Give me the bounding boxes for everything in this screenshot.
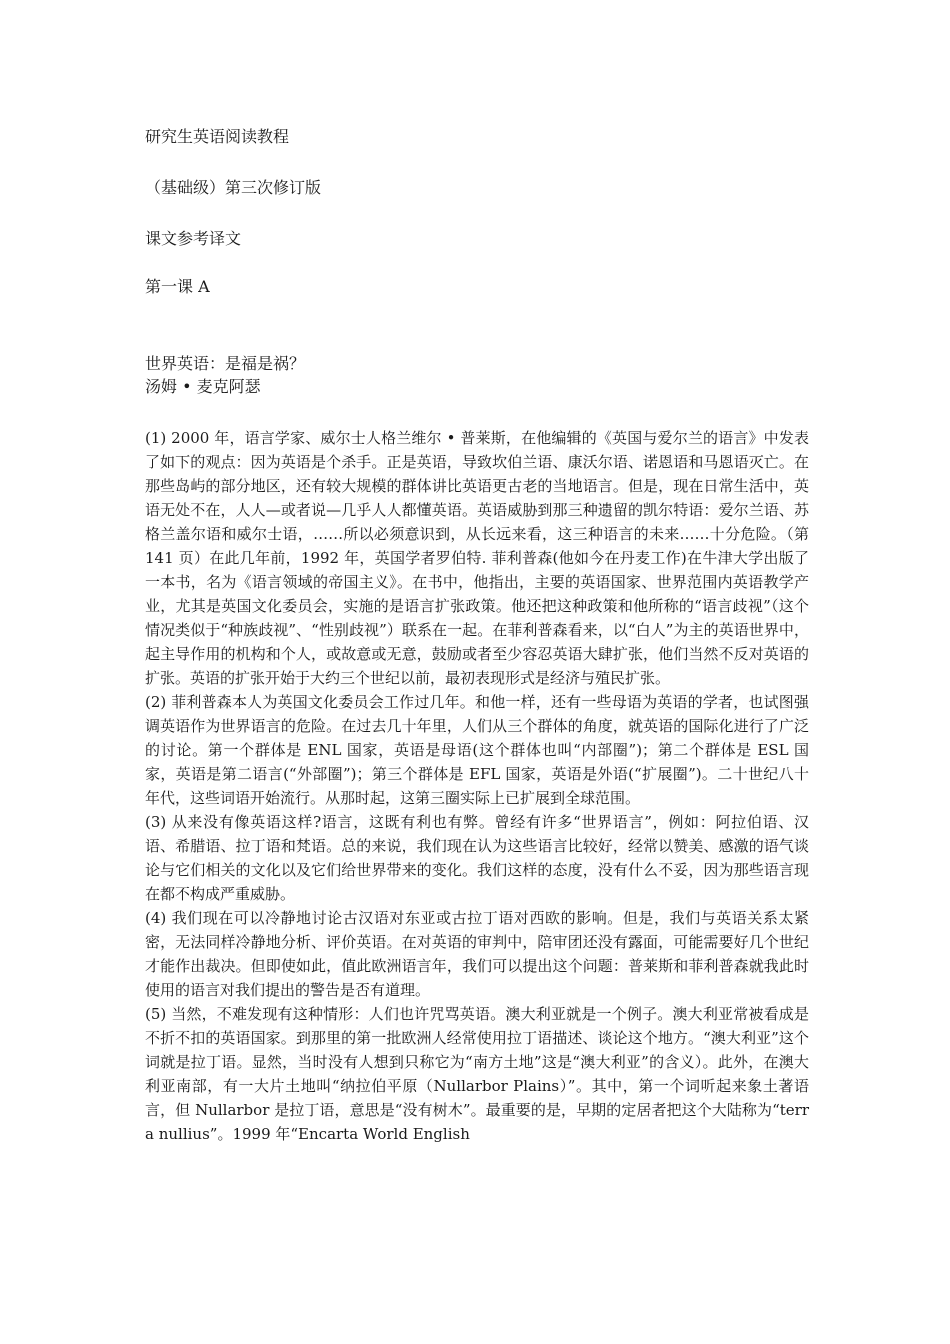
paragraph-1: (1) 2000 年，语言学家、威尔士人格兰维尔 • 普莱斯，在他编辑的《英国与爱尔兰的语言》中发表了如下的观点：因为英语是个杀手。正是英语，导致坎伯兰语、康沃尔语、诺恩语和马恩语灭亡。在那些岛屿的部分地区，还有较大规模的群体讲比英语更古老的当地语言。但是，现在日常生活中，英语无处不在，人人—或者说—几乎人人都懂英语。英语威胁到那三种遗留的凯尔特语：爱尔兰语、苏格兰盖尔语和威尔士语，……所以必须意识到，从长远来看，这三种语言的未来……十分危险。（第 141 页）在此几年前，1992 年，英国学者罗伯特. 菲利普森(他如今在丹麦工作)在牛津大学出版了一本书，名为《语言领域的帝国主义》。在书中，他指出，主要的英语国家、世界范围内英语教学产业，尤其是英国文化委员会，实施的是语言扩张政策。他还把这种政策和他所称的“语言歧视”（这个情况类似于“种族歧视”、“性别歧视”）联系在一起。在菲利普森看来，以“白人”为主的英语世界中，起主导作用的机构和个人，或故意或无意，鼓励或者至少容忍英语大肆扩张，他们当然不反对英语的扩张。英语的扩张开始于大约三个世纪以前，最初表现形式是经济与殖民扩张。 <box>145 429 809 687</box>
article-body <box>145 426 809 1146</box>
lesson-heading: 第一课 A <box>145 277 210 296</box>
edition-line: （基础级）第三次修订版 <box>145 178 322 197</box>
paragraph-4: (4) 我们现在可以冷静地讨论古汉语对东亚或古拉丁语对西欧的影响。但是，我们与英语关系太紧密，无法同样冷静地分析、评价英语。在对英语的审判中，陪审团还没有露面，可能需要好几个世纪才能作出裁决。但即使如此，值此欧洲语言年，我们可以提出这个问题：普莱斯和菲利普森就我此时使用的语言对我们提出的警告是否有道理。 <box>145 909 809 999</box>
article-author: 汤姆 • 麦克阿瑟 <box>145 377 261 396</box>
paragraph-2: (2) 菲利普森本人为英国文化委员会工作过几年。和他一样，还有一些母语为英语的学者，也试图强调英语作为世界语言的危险。在过去几十年里，人们从三个群体的角度，就英语的国际化进行了广泛的讨论。第一个群体是 ENL 国家，英语是母语(这个群体也叫“内部圈”)；第二个群体是 ESL 国家，英语是第二语言(“外部圈”)；第三个群体是 EFL 国家，英语是外语(“扩展圈”)。二十世纪八十年代，这些词语开始流行。从那时起，这第三圈实际上已扩展到全球范围。 <box>145 693 809 807</box>
section-heading: 课文参考译文 <box>145 229 242 248</box>
book-title: 研究生英语阅读教程 <box>145 127 290 146</box>
paragraph-3: (3) 从来没有像英语这样?语言，这既有利也有弊。曾经有许多“世界语言”，例如：阿拉伯语、汉语、希腊语、拉丁语和梵语。总的来说，我们现在认为这些语言比较好，经常以赞美、感激的语气谈论与它们相关的文化以及它们给世界带来的变化。我们这样的态度，没有什么不妥，因为那些语言现在都不构成严重威胁。 <box>145 813 809 903</box>
article-title: 世界英语：是福是祸？ <box>145 354 306 373</box>
paragraph-5: (5) 当然，不难发现有这种情形：人们也许咒骂英语。澳大利亚就是一个例子。澳大利亚常被看成是不折不扣的英语国家。到那里的第一批欧洲人经常使用拉丁语描述、谈论这个地方。“澳大利亚”这个词就是拉丁语。显然，当时没有人想到只称它为“南方土地”这是“澳大利亚”的含义）。此外，在澳大利亚南部，有一大片土地叫“纳拉伯平原（Nullarbor Plains）”。其中，第一个词听起来象土著语言，但 Nullarbor 是拉丁语，意思是“没有树木”。最重要的是，早期的定居者把这个大陆称为“terra nullius”。1999 年“Encarta World English <box>145 1005 809 1143</box>
